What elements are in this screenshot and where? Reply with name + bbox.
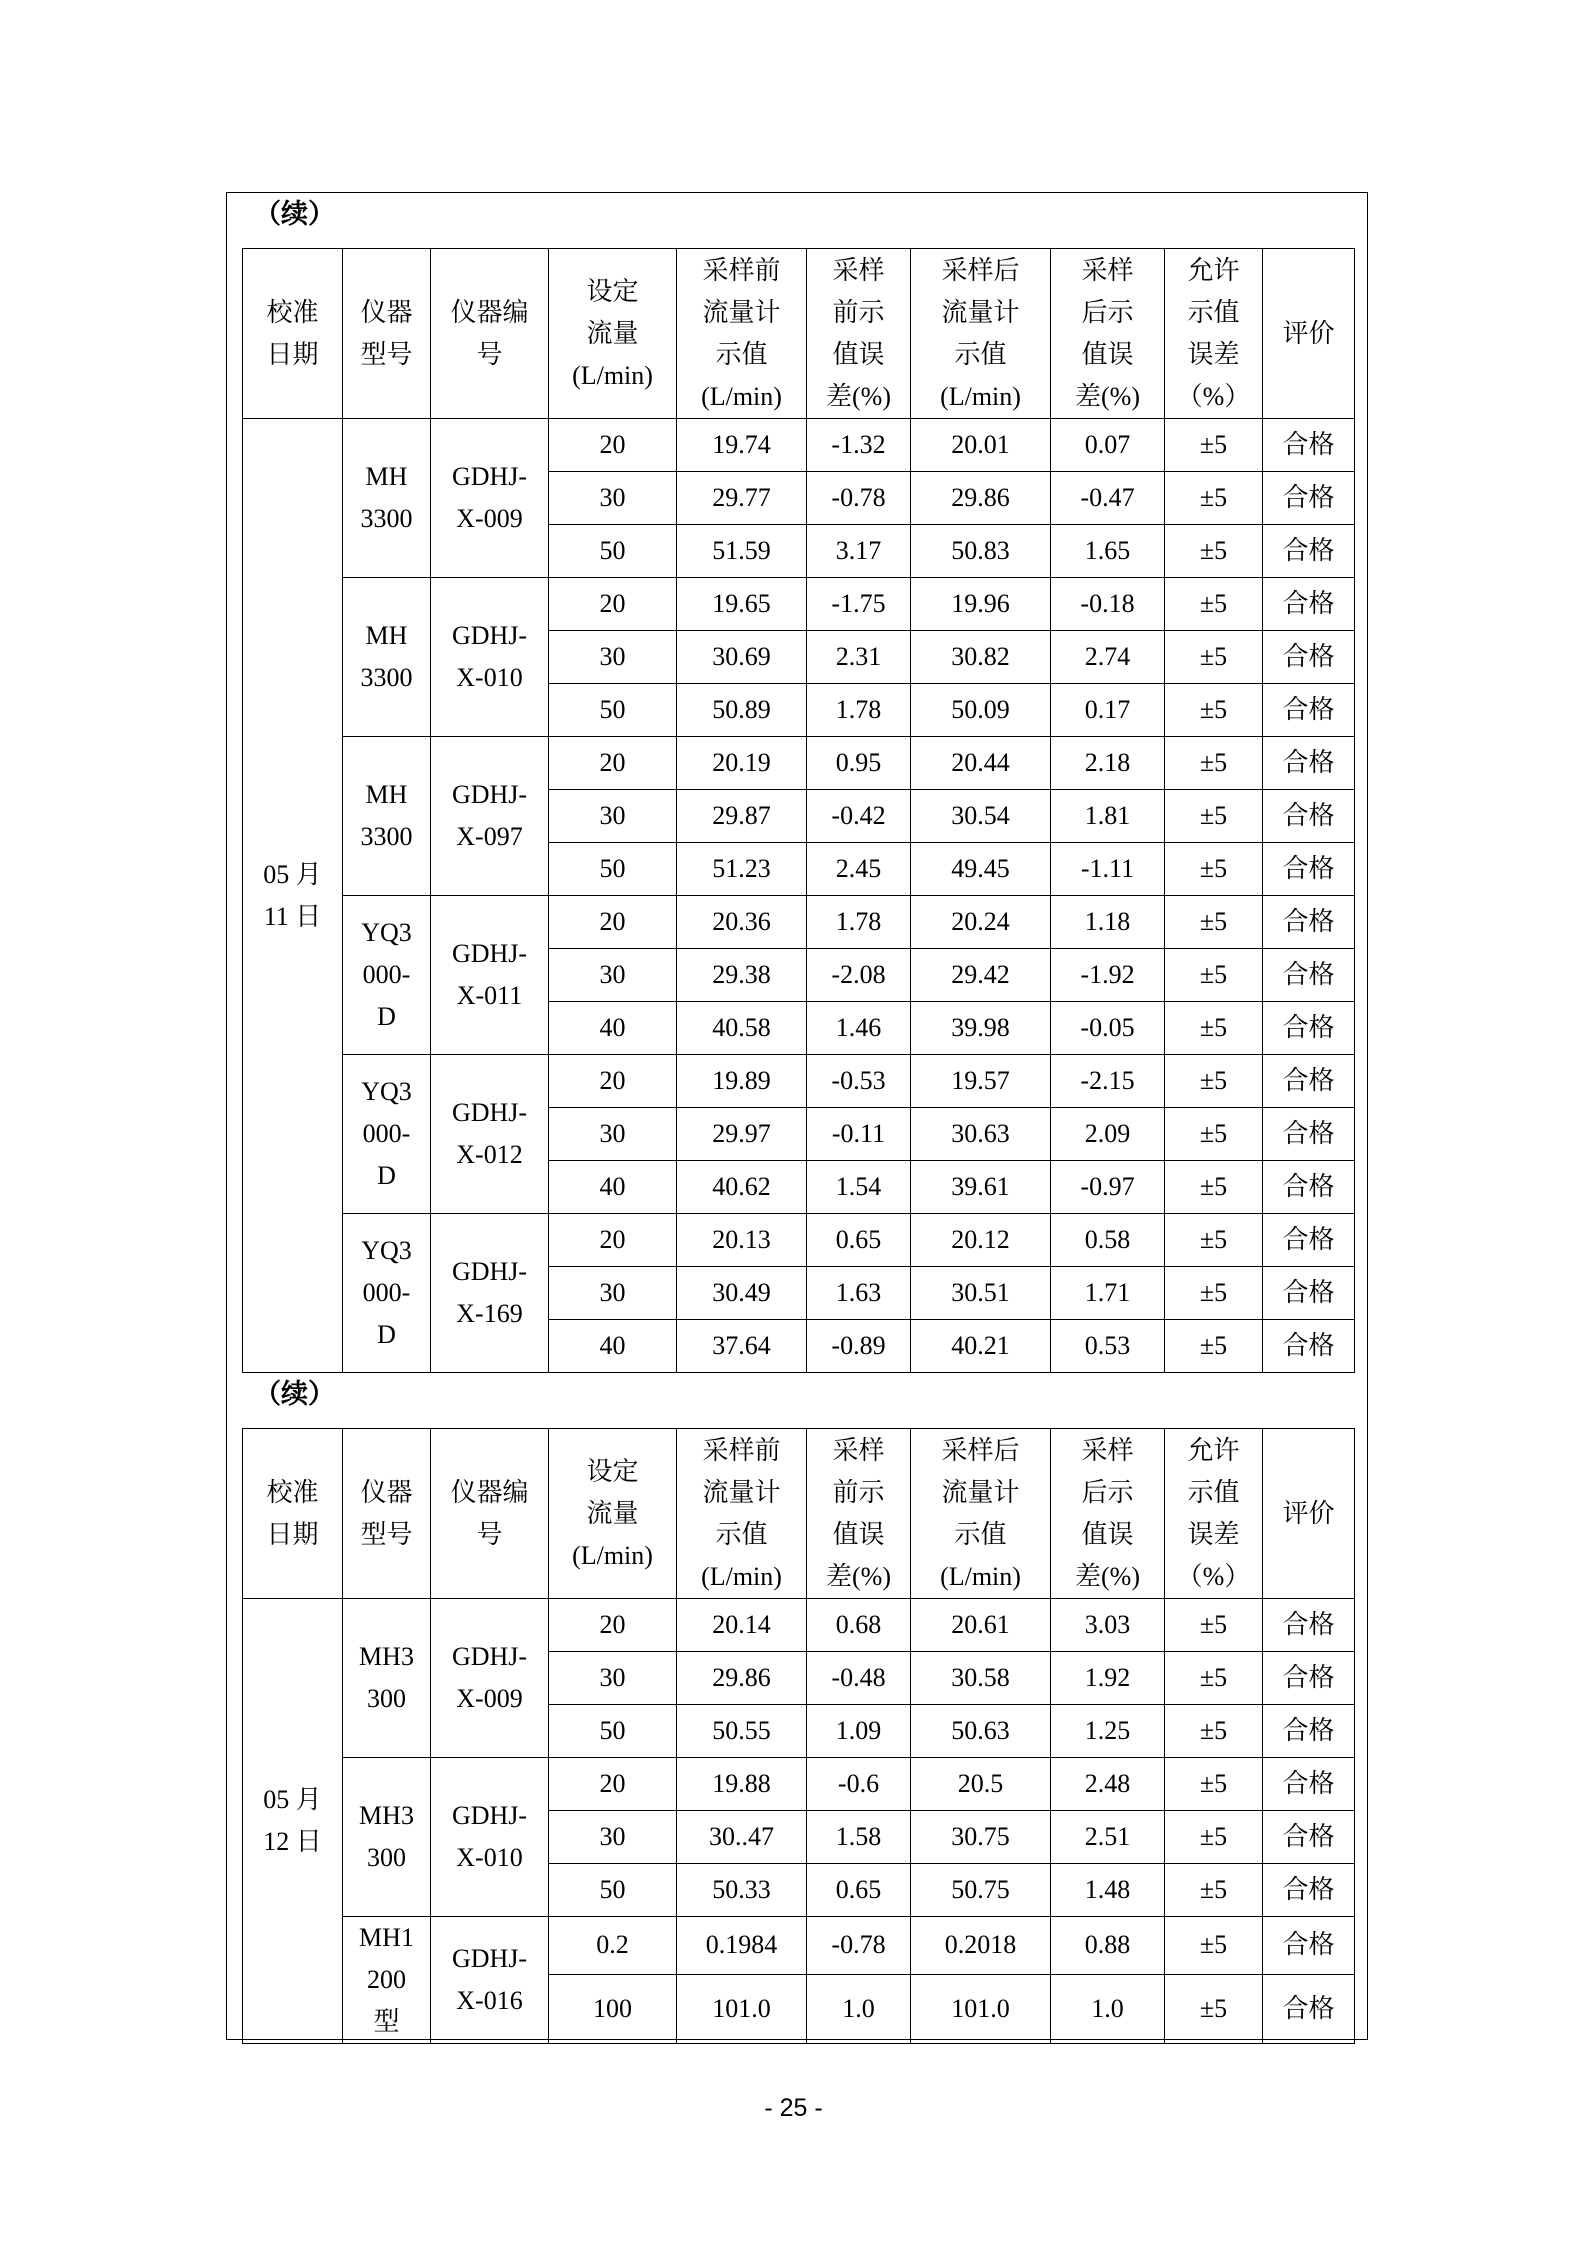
allowed-error-cell: ±5 (1165, 419, 1263, 472)
post-error-cell: -0.97 (1051, 1161, 1165, 1214)
post-reading-cell: 50.63 (911, 1705, 1051, 1758)
set-flow-cell: 0.2 (549, 1917, 677, 1975)
post-reading-cell: 30.51 (911, 1267, 1051, 1320)
post-reading-cell: 50.75 (911, 1864, 1051, 1917)
set-flow-cell: 50 (549, 684, 677, 737)
allowed-error-cell: ±5 (1165, 1758, 1263, 1811)
allowed-error-cell: ±5 (1165, 1864, 1263, 1917)
evaluation-cell: 合格 (1263, 1055, 1355, 1108)
instrument-model-cell: MH 3300 (343, 737, 431, 896)
pre-error-cell: 0.65 (807, 1864, 911, 1917)
pre-reading-cell: 19.88 (677, 1758, 807, 1811)
post-reading-cell: 20.24 (911, 896, 1051, 949)
set-flow-cell: 20 (549, 419, 677, 472)
post-error-cell: -1.92 (1051, 949, 1165, 1002)
table-row (243, 1055, 1355, 1108)
pre-reading-cell: 50.55 (677, 1705, 807, 1758)
post-reading-cell: 19.96 (911, 578, 1051, 631)
pre-reading-cell: 19.65 (677, 578, 807, 631)
set-flow-cell: 50 (549, 843, 677, 896)
post-reading-cell: 50.83 (911, 525, 1051, 578)
post-error-cell: 0.07 (1051, 419, 1165, 472)
set-flow-cell: 30 (549, 472, 677, 525)
pre-reading-cell: 40.62 (677, 1161, 807, 1214)
set-flow-cell: 30 (549, 1108, 677, 1161)
pre-error-cell: -0.6 (807, 1758, 911, 1811)
pre-reading-cell: 29.86 (677, 1652, 807, 1705)
pre-error-cell: 1.58 (807, 1811, 911, 1864)
page-number: - 25 - (764, 2094, 823, 2122)
set-flow-cell: 100 (549, 1974, 677, 2043)
post-error-cell: 3.03 (1051, 1599, 1165, 1652)
pre-error-cell: 2.45 (807, 843, 911, 896)
set-flow-cell: 30 (549, 631, 677, 684)
header-row (243, 1429, 1355, 1599)
evaluation-cell: 合格 (1263, 1320, 1355, 1373)
calibration-table-2 (242, 1428, 1355, 2044)
pre-error-cell: -0.11 (807, 1108, 911, 1161)
post-error-cell: -1.11 (1051, 843, 1165, 896)
instrument-model-cell: MH3 300 (343, 1758, 431, 1917)
evaluation-cell: 合格 (1263, 525, 1355, 578)
post-error-cell: -2.15 (1051, 1055, 1165, 1108)
table-row (243, 1214, 1355, 1267)
table-row (243, 896, 1355, 949)
pre-reading-cell: 0.1984 (677, 1917, 807, 1975)
pre-reading-cell: 40.58 (677, 1002, 807, 1055)
allowed-error-cell: ±5 (1165, 1811, 1263, 1864)
post-error-cell: 1.48 (1051, 1864, 1165, 1917)
evaluation-cell: 合格 (1263, 843, 1355, 896)
instrument-id-cell: GDHJ- X-009 (431, 419, 549, 578)
post-reading-cell: 30.82 (911, 631, 1051, 684)
pre-error-cell: 1.54 (807, 1161, 911, 1214)
pre-reading-cell: 19.74 (677, 419, 807, 472)
header-pre-error: 采样 前示 值误 差(%) (807, 1429, 911, 1599)
allowed-error-cell: ±5 (1165, 525, 1263, 578)
allowed-error-cell: ±5 (1165, 896, 1263, 949)
post-error-cell: 2.51 (1051, 1811, 1165, 1864)
evaluation-cell: 合格 (1263, 1811, 1355, 1864)
post-reading-cell: 20.5 (911, 1758, 1051, 1811)
pre-reading-cell: 30.69 (677, 631, 807, 684)
table-row (243, 1599, 1355, 1652)
set-flow-cell: 40 (549, 1320, 677, 1373)
set-flow-cell: 20 (549, 737, 677, 790)
pre-reading-cell: 50.89 (677, 684, 807, 737)
header-set-flow: 设定 流量 (L/min) (549, 1429, 677, 1599)
post-error-cell: 0.58 (1051, 1214, 1165, 1267)
post-reading-cell: 39.98 (911, 1002, 1051, 1055)
post-error-cell: 0.88 (1051, 1917, 1165, 1975)
pre-reading-cell: 29.97 (677, 1108, 807, 1161)
allowed-error-cell: ±5 (1165, 1267, 1263, 1320)
evaluation-cell: 合格 (1263, 949, 1355, 1002)
continued-label-2: （续） (254, 1379, 335, 1410)
allowed-error-cell: ±5 (1165, 790, 1263, 843)
calibration-date-cell: 05 月 12 日 (243, 1599, 343, 2044)
evaluation-cell: 合格 (1263, 684, 1355, 737)
pre-error-cell: -0.53 (807, 1055, 911, 1108)
evaluation-cell: 合格 (1263, 1758, 1355, 1811)
set-flow-cell: 40 (549, 1161, 677, 1214)
pre-reading-cell: 20.14 (677, 1599, 807, 1652)
post-error-cell: 1.0 (1051, 1974, 1165, 2043)
table-row (243, 419, 1355, 472)
header-evaluation: 评价 (1263, 249, 1355, 419)
evaluation-cell: 合格 (1263, 1108, 1355, 1161)
pre-reading-cell: 50.33 (677, 1864, 807, 1917)
post-reading-cell: 19.57 (911, 1055, 1051, 1108)
evaluation-cell: 合格 (1263, 1974, 1355, 2043)
instrument-id-cell: GDHJ- X-011 (431, 896, 549, 1055)
allowed-error-cell: ±5 (1165, 1320, 1263, 1373)
pre-reading-cell: 19.89 (677, 1055, 807, 1108)
instrument-id-cell: GDHJ- X-169 (431, 1214, 549, 1373)
header-pre-reading: 采样前 流量计 示值 (L/min) (677, 249, 807, 419)
set-flow-cell: 50 (549, 1864, 677, 1917)
set-flow-cell: 20 (549, 1758, 677, 1811)
allowed-error-cell: ±5 (1165, 737, 1263, 790)
allowed-error-cell: ±5 (1165, 1002, 1263, 1055)
pre-error-cell: -0.89 (807, 1320, 911, 1373)
header-calibration-date: 校准 日期 (243, 249, 343, 419)
post-reading-cell: 50.09 (911, 684, 1051, 737)
post-reading-cell: 30.54 (911, 790, 1051, 843)
header-allowed-error: 允许 示值 误差 （%） (1165, 249, 1263, 419)
pre-error-cell: 1.0 (807, 1974, 911, 2043)
evaluation-cell: 合格 (1263, 1705, 1355, 1758)
evaluation-cell: 合格 (1263, 1864, 1355, 1917)
post-error-cell: -0.05 (1051, 1002, 1165, 1055)
set-flow-cell: 40 (549, 1002, 677, 1055)
header-allowed-error: 允许 示值 误差 （%） (1165, 1429, 1263, 1599)
header-post-reading: 采样后 流量计 示值 (L/min) (911, 249, 1051, 419)
post-error-cell: -0.18 (1051, 578, 1165, 631)
evaluation-cell: 合格 (1263, 737, 1355, 790)
allowed-error-cell: ±5 (1165, 578, 1263, 631)
pre-error-cell: -0.78 (807, 1917, 911, 1975)
post-error-cell: 2.09 (1051, 1108, 1165, 1161)
header-post-reading: 采样后 流量计 示值 (L/min) (911, 1429, 1051, 1599)
post-error-cell: 0.17 (1051, 684, 1165, 737)
pre-error-cell: -0.78 (807, 472, 911, 525)
pre-reading-cell: 20.19 (677, 737, 807, 790)
post-reading-cell: 49.45 (911, 843, 1051, 896)
evaluation-cell: 合格 (1263, 1002, 1355, 1055)
header-calibration-date: 校准 日期 (243, 1429, 343, 1599)
allowed-error-cell: ±5 (1165, 1705, 1263, 1758)
instrument-id-cell: GDHJ- X-016 (431, 1917, 549, 2044)
post-reading-cell: 40.21 (911, 1320, 1051, 1373)
instrument-model-cell: YQ3 000- D (343, 1214, 431, 1373)
allowed-error-cell: ±5 (1165, 631, 1263, 684)
pre-reading-cell: 20.13 (677, 1214, 807, 1267)
continued-label-1: （续） (254, 199, 335, 230)
instrument-model-cell: YQ3 000- D (343, 896, 431, 1055)
allowed-error-cell: ±5 (1165, 1161, 1263, 1214)
set-flow-cell: 30 (549, 1267, 677, 1320)
set-flow-cell: 20 (549, 1599, 677, 1652)
set-flow-cell: 20 (549, 578, 677, 631)
pre-error-cell: -0.48 (807, 1652, 911, 1705)
pre-error-cell: 0.65 (807, 1214, 911, 1267)
table-row (243, 578, 1355, 631)
post-reading-cell: 29.42 (911, 949, 1051, 1002)
allowed-error-cell: ±5 (1165, 1055, 1263, 1108)
pre-error-cell: 1.09 (807, 1705, 911, 1758)
evaluation-cell: 合格 (1263, 1161, 1355, 1214)
allowed-error-cell: ±5 (1165, 1599, 1263, 1652)
allowed-error-cell: ±5 (1165, 843, 1263, 896)
calibration-table-1 (242, 248, 1355, 1373)
set-flow-cell: 20 (549, 1055, 677, 1108)
instrument-model-cell: YQ3 000- D (343, 1055, 431, 1214)
post-error-cell: 2.74 (1051, 631, 1165, 684)
post-reading-cell: 30.63 (911, 1108, 1051, 1161)
instrument-model-cell: MH1 200 型 (343, 1917, 431, 2044)
instrument-id-cell: GDHJ- X-009 (431, 1599, 549, 1758)
set-flow-cell: 50 (549, 1705, 677, 1758)
header-set-flow: 设定 流量 (L/min) (549, 249, 677, 419)
post-reading-cell: 39.61 (911, 1161, 1051, 1214)
header-instrument-id: 仪器编 号 (431, 1429, 549, 1599)
post-error-cell: -0.47 (1051, 472, 1165, 525)
header-post-error: 采样 后示 值误 差(%) (1051, 1429, 1165, 1599)
calibration-date-cell: 05 月 11 日 (243, 419, 343, 1373)
post-reading-cell: 101.0 (911, 1974, 1051, 2043)
pre-reading-cell: 29.38 (677, 949, 807, 1002)
pre-error-cell: 1.78 (807, 684, 911, 737)
allowed-error-cell: ±5 (1165, 949, 1263, 1002)
set-flow-cell: 50 (549, 525, 677, 578)
header-post-error: 采样 后示 值误 差(%) (1051, 249, 1165, 419)
post-error-cell: 2.48 (1051, 1758, 1165, 1811)
post-error-cell: 1.71 (1051, 1267, 1165, 1320)
post-reading-cell: 29.86 (911, 472, 1051, 525)
pre-reading-cell: 30..47 (677, 1811, 807, 1864)
evaluation-cell: 合格 (1263, 472, 1355, 525)
pre-reading-cell: 20.36 (677, 896, 807, 949)
post-reading-cell: 20.61 (911, 1599, 1051, 1652)
evaluation-cell: 合格 (1263, 790, 1355, 843)
header-pre-error: 采样 前示 值误 差(%) (807, 249, 911, 419)
post-reading-cell: 20.12 (911, 1214, 1051, 1267)
post-reading-cell: 20.44 (911, 737, 1051, 790)
evaluation-cell: 合格 (1263, 1917, 1355, 1975)
set-flow-cell: 30 (549, 949, 677, 1002)
pre-reading-cell: 51.23 (677, 843, 807, 896)
evaluation-cell: 合格 (1263, 896, 1355, 949)
allowed-error-cell: ±5 (1165, 1214, 1263, 1267)
pre-reading-cell: 30.49 (677, 1267, 807, 1320)
set-flow-cell: 30 (549, 790, 677, 843)
set-flow-cell: 30 (549, 1811, 677, 1864)
evaluation-cell: 合格 (1263, 419, 1355, 472)
pre-error-cell: 1.46 (807, 1002, 911, 1055)
allowed-error-cell: ±5 (1165, 1974, 1263, 2043)
table-row (243, 1758, 1355, 1811)
allowed-error-cell: ±5 (1165, 684, 1263, 737)
allowed-error-cell: ±5 (1165, 1108, 1263, 1161)
evaluation-cell: 合格 (1263, 631, 1355, 684)
post-error-cell: 1.18 (1051, 896, 1165, 949)
header-instrument-model: 仪器 型号 (343, 1429, 431, 1599)
table-row (243, 737, 1355, 790)
evaluation-cell: 合格 (1263, 1214, 1355, 1267)
post-error-cell: 2.18 (1051, 737, 1165, 790)
allowed-error-cell: ±5 (1165, 1652, 1263, 1705)
header-evaluation: 评价 (1263, 1429, 1355, 1599)
instrument-model-cell: MH 3300 (343, 419, 431, 578)
pre-error-cell: -2.08 (807, 949, 911, 1002)
pre-reading-cell: 37.64 (677, 1320, 807, 1373)
pre-error-cell: 3.17 (807, 525, 911, 578)
pre-error-cell: 1.78 (807, 896, 911, 949)
pre-reading-cell: 101.0 (677, 1974, 807, 2043)
header-instrument-model: 仪器 型号 (343, 249, 431, 419)
pre-error-cell: 2.31 (807, 631, 911, 684)
allowed-error-cell: ±5 (1165, 472, 1263, 525)
table-row (243, 1917, 1355, 1975)
post-error-cell: 1.81 (1051, 790, 1165, 843)
pre-error-cell: -1.32 (807, 419, 911, 472)
evaluation-cell: 合格 (1263, 1652, 1355, 1705)
allowed-error-cell: ±5 (1165, 1917, 1263, 1975)
pre-reading-cell: 29.87 (677, 790, 807, 843)
instrument-id-cell: GDHJ- X-012 (431, 1055, 549, 1214)
pre-error-cell: -0.42 (807, 790, 911, 843)
set-flow-cell: 20 (549, 896, 677, 949)
pre-error-cell: 0.68 (807, 1599, 911, 1652)
pre-reading-cell: 29.77 (677, 472, 807, 525)
instrument-id-cell: GDHJ- X-097 (431, 737, 549, 896)
pre-error-cell: -1.75 (807, 578, 911, 631)
evaluation-cell: 合格 (1263, 1267, 1355, 1320)
post-error-cell: 1.65 (1051, 525, 1165, 578)
header-pre-reading: 采样前 流量计 示值 (L/min) (677, 1429, 807, 1599)
pre-error-cell: 0.95 (807, 737, 911, 790)
pre-reading-cell: 51.59 (677, 525, 807, 578)
post-error-cell: 1.25 (1051, 1705, 1165, 1758)
set-flow-cell: 30 (549, 1652, 677, 1705)
post-reading-cell: 30.75 (911, 1811, 1051, 1864)
post-reading-cell: 20.01 (911, 419, 1051, 472)
post-reading-cell: 0.2018 (911, 1917, 1051, 1975)
post-error-cell: 0.53 (1051, 1320, 1165, 1373)
post-error-cell: 1.92 (1051, 1652, 1165, 1705)
instrument-model-cell: MH3 300 (343, 1599, 431, 1758)
evaluation-cell: 合格 (1263, 578, 1355, 631)
instrument-model-cell: MH 3300 (343, 578, 431, 737)
header-instrument-id: 仪器编 号 (431, 249, 549, 419)
header-row (243, 249, 1355, 419)
instrument-id-cell: GDHJ- X-010 (431, 1758, 549, 1917)
post-reading-cell: 30.58 (911, 1652, 1051, 1705)
pre-error-cell: 1.63 (807, 1267, 911, 1320)
set-flow-cell: 20 (549, 1214, 677, 1267)
instrument-id-cell: GDHJ- X-010 (431, 578, 549, 737)
evaluation-cell: 合格 (1263, 1599, 1355, 1652)
